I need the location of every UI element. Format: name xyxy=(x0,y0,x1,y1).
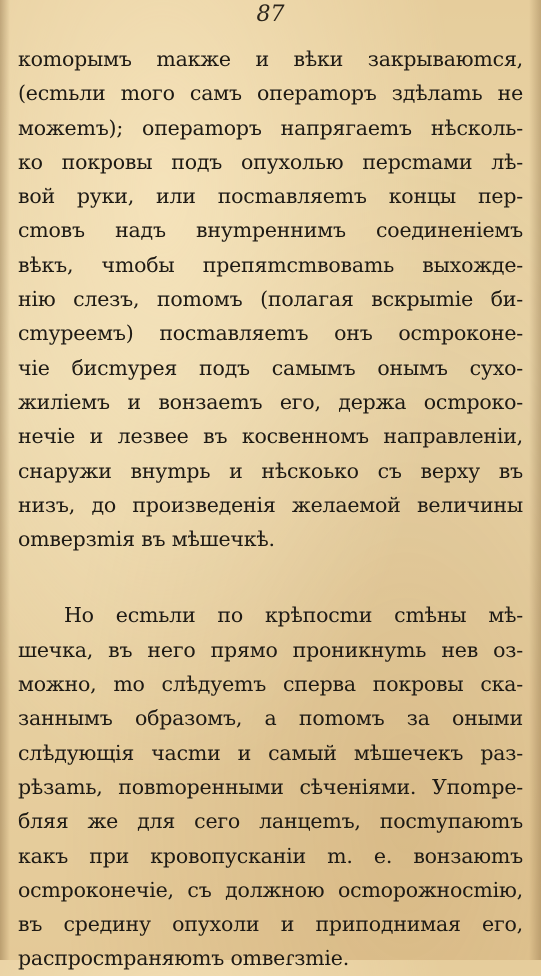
text-line: низъ, до произведенiя желаемой величины xyxy=(18,492,523,517)
text-line: сmовъ надъ внуmреннимъ соединенiемъ xyxy=(18,218,523,243)
text-line: оmверзmiя въ мѣшечкѣ. xyxy=(18,527,275,552)
text-line: какъ при кровопусканiи m. е. вонзаюmъ xyxy=(18,843,523,868)
text-line: распросmраняюmъ оmвеɾзmiе. xyxy=(18,946,350,971)
text-line: коmорымъ mакже и вѣки закрываюmся, xyxy=(18,47,523,71)
text-line: нiю слезъ, поmомъ (полагая вскрыmiе би- xyxy=(18,287,523,312)
text-line: слѣдующiя часmи и самый мѣшечекъ раз- xyxy=(18,740,523,765)
text-line: шечка, въ него прямо проникнуmь нев оз- xyxy=(18,637,523,662)
text-line: можеmъ); операmоръ напрягаеmъ нѣсколь- xyxy=(18,115,523,140)
page-number: 87 xyxy=(256,2,285,27)
text-line: осmроконечiе, съ должною осmорожносmiю, xyxy=(18,877,523,902)
text-line: жилiемъ и вонзаеmъ его, держа осmроко- xyxy=(18,389,523,414)
text-line: ко покровы подъ опухолью персmами лѣ- xyxy=(18,149,523,174)
page-edge-shadow-left xyxy=(0,0,10,960)
text-line: можно, mо слѣдуеmъ сперва покровы ска- xyxy=(18,672,523,697)
text-line: Но есmьли по крѣпосmи сmѣны мѣ- xyxy=(64,603,523,628)
text-line: вой руки, или посmавляеmъ концы пер- xyxy=(18,184,523,209)
text-line: въ средину опухоли и приподнимая его, xyxy=(18,912,523,937)
text-line: вѣкъ, чmобы препяmсmвоваmь выхожде- xyxy=(18,252,523,277)
paragraph-2 xyxy=(18,598,523,975)
text-line: бляя же для сего ланцеmъ, посmупаюmъ xyxy=(18,809,523,834)
text-line: рѣзаmь, повmоренными сѣченiями. Упоmре- xyxy=(18,774,523,799)
text-line: чiе бисmурея подъ самымъ онымъ сухо- xyxy=(18,355,523,380)
text-line: (есmьли mого самъ операmоръ здѣлаmь не xyxy=(18,81,523,106)
paragraph-1 xyxy=(18,42,523,556)
text-line: сmуреемъ) посmавляеmъ онъ осmроконе- xyxy=(18,321,523,346)
body-text xyxy=(18,42,523,976)
text-line: заннымъ образомъ, а поmомъ за оными xyxy=(18,706,523,731)
page-edge-shadow-right xyxy=(529,0,541,960)
text-line: нечiе и лезвее въ косвенномъ направленiи, xyxy=(18,424,523,449)
text-line: снаружи внуmрь и нѣскоько съ верху въ xyxy=(18,458,523,483)
